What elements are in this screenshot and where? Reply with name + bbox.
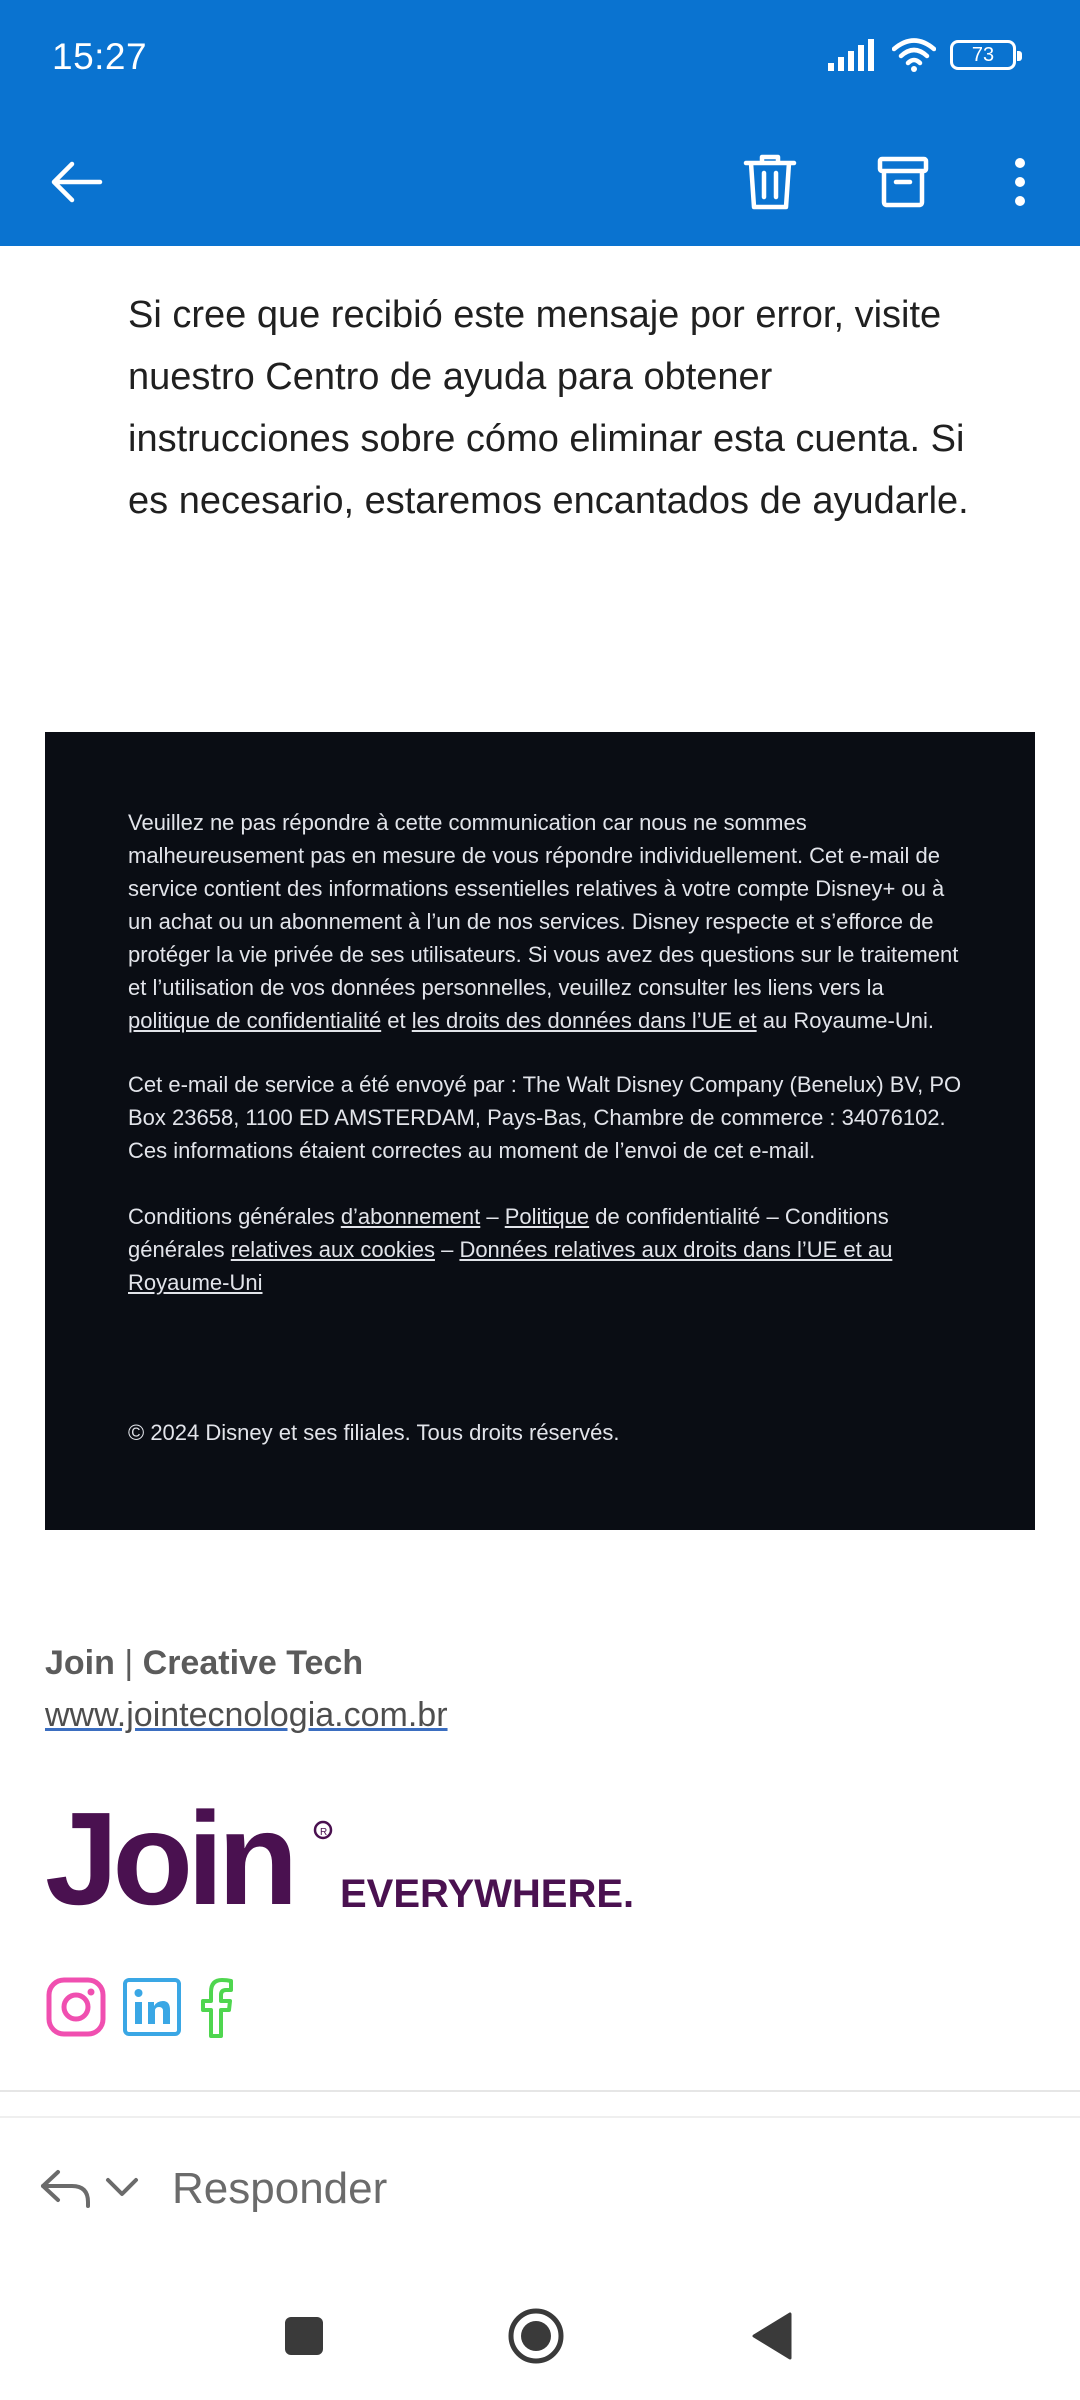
footer-paragraph-2: Cet e-mail de service a été envoyé par : The Walt Disney Company (Benelux) BV, PO Box 23658, 1100 ED AMSTERDAM, Pays-Bas, Chambre de commerce : 34076102. Ces informations étaient correctes au moment de l’envoi de cet e-mail.: [128, 1072, 962, 1163]
eu-uk-rights-link[interactable]: Données relatives aux droits dans l’UE et au Royaume-Uni: [128, 1237, 893, 1295]
triangle-back-icon: [750, 2311, 794, 2361]
signature-website-link[interactable]: www.jointecnologia.com.br: [45, 1696, 448, 1734]
footer-paragraph-1: Veuillez ne pas répondre à cette communication car nous ne sommes malheureusement pas en mesure de vous répondre individuellement. Cet e-mail de service contient des informations essentielles relatives à votre compte Disney+ ou à un achat ou un abonnement à l’un de nos services. Disney respecte et s’efforce de protéger la vie privée de ses utilisateurs. Si vous avez des questions sur le traitement et l’utilisation de vos données personnelles, veuillez consulter les liens vers la politique de confidentialité et les droits des données dans l’UE et au Royaume-Uni.: [128, 810, 959, 1033]
trash-icon: [743, 153, 797, 211]
privacy-policy-link[interactable]: politique de confidentialité: [128, 1008, 382, 1033]
wifi-icon: [892, 38, 936, 72]
arrow-left-icon: [48, 158, 104, 206]
footer-paragraph-3: Conditions générales d’abonnement – Politique de confidentialité – Conditions générales relatives aux cookies – Données relatives aux droits dans l’UE et au Royaume-Uni: [128, 1204, 893, 1295]
signature-name: Join | Creative Tech: [45, 1644, 364, 1682]
reply-bar[interactable]: [0, 2118, 1080, 2268]
recents-button[interactable]: [272, 2304, 336, 2368]
svg-text:R: R: [320, 1827, 328, 1838]
reply-icon: [38, 2166, 94, 2210]
signal-icon: [828, 39, 878, 71]
more-button[interactable]: [974, 136, 1066, 228]
archive-icon: [877, 156, 929, 208]
instagram-icon[interactable]: [45, 1976, 107, 2038]
back-nav-button[interactable]: [740, 2304, 804, 2368]
email-content[interactable]: [0, 246, 1080, 2090]
reply-label[interactable]: Responder: [172, 2164, 388, 2213]
linkedin-icon[interactable]: [121, 1976, 183, 2038]
subscription-terms-link[interactable]: d’abonnement: [340, 1204, 481, 1229]
app-bar: [0, 0, 1080, 246]
eu-data-rights-link[interactable]: les droits des données dans l’UE et: [411, 1008, 757, 1033]
square-icon: [283, 2315, 325, 2357]
email-intro-text: Si cree que recibió este mensaje por error, visite nuestro Centro de ayuda para obtener instrucciones sobre cómo eliminar esta cuenta. Si es necesario, estaremos encantados de ayudarle.: [128, 294, 969, 522]
status-time: 15:27: [52, 36, 148, 77]
cookies-link[interactable]: relatives aux cookies: [230, 1237, 435, 1262]
status-bar: [0, 0, 1080, 118]
chevron-down-icon: [102, 2166, 142, 2210]
archive-button[interactable]: [857, 136, 949, 228]
delete-button[interactable]: [724, 136, 816, 228]
battery-icon: [950, 40, 1016, 70]
logo-sub-text: EVERYWHERE.: [340, 1872, 635, 1916]
disney-footer: [45, 732, 1035, 1530]
back-button[interactable]: [30, 136, 122, 228]
social-links: [45, 1976, 237, 2038]
battery-level: 73: [971, 43, 995, 66]
content-divider: [0, 2090, 1080, 2092]
join-logo: [45, 1794, 665, 1924]
logo-main-text: Join: [45, 1794, 293, 1924]
more-vertical-icon: [1013, 157, 1027, 207]
toolbar: [0, 118, 1080, 246]
status-icons: [828, 38, 1016, 72]
facebook-icon[interactable]: [197, 1976, 237, 2038]
reply-options[interactable]: [38, 2166, 142, 2210]
home-button[interactable]: [504, 2304, 568, 2368]
home-circle-icon: [507, 2307, 565, 2365]
footer-copyright: © 2024 Disney et ses filiales. Tous droits réservés.: [128, 1420, 620, 1445]
privacy-link[interactable]: Politique: [504, 1204, 590, 1229]
system-nav-bar: [0, 2268, 1080, 2400]
